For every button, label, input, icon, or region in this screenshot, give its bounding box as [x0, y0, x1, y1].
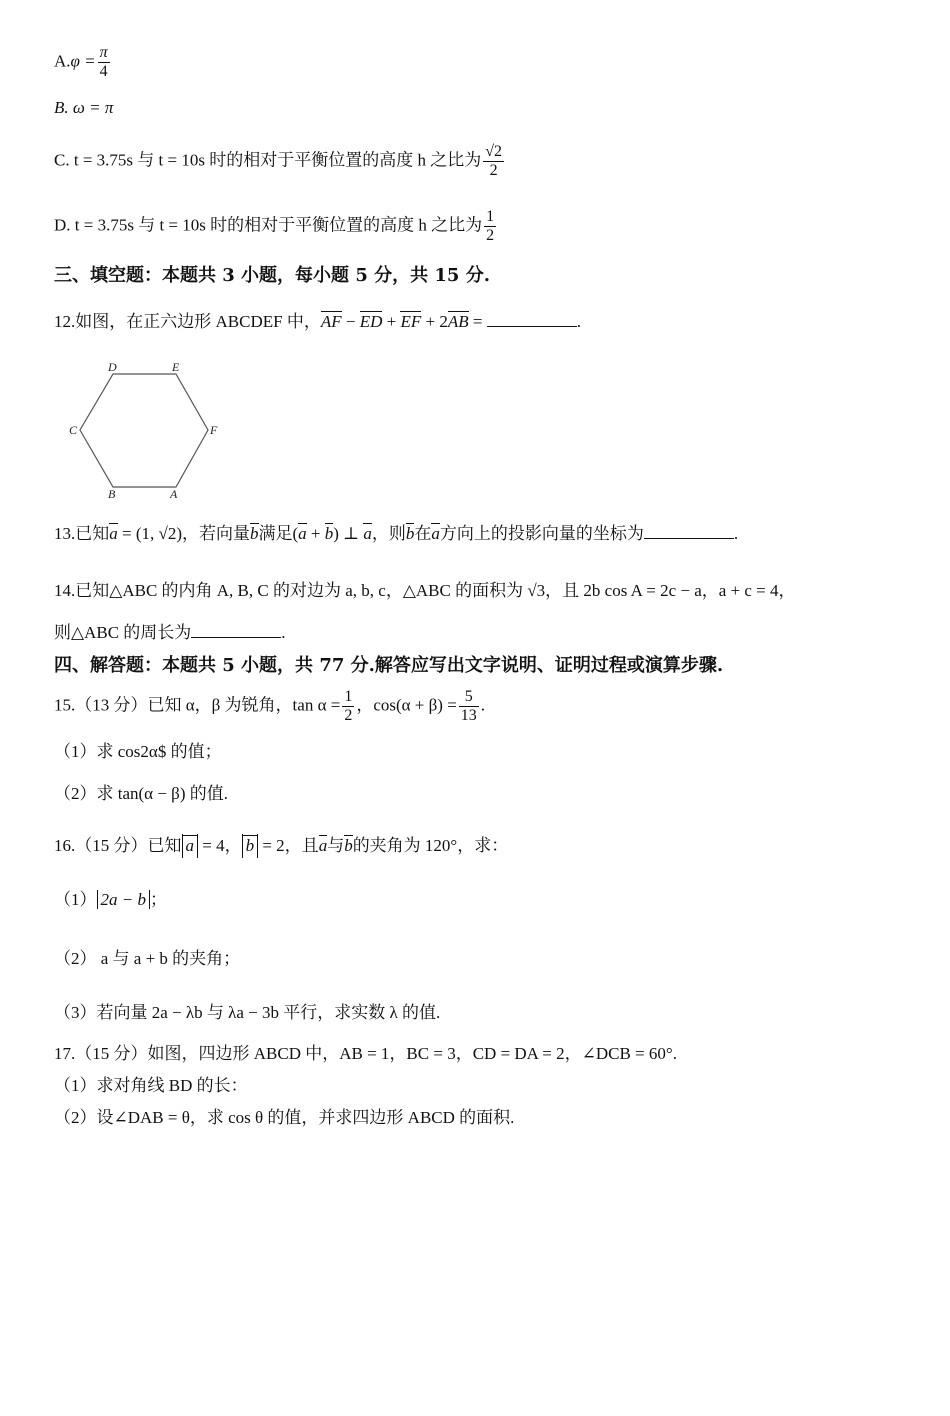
- vector-ef: EF: [400, 310, 421, 334]
- cos-fraction: $\frac{5}{13}$: [460, 688, 477, 724]
- question-16-part-2: （2） a 与 a + b 的夹角；: [54, 949, 241, 968]
- question-16: 16.（15 分）已知 a = 4， b = 2，且a与b的夹角为 120°，求：: [54, 834, 508, 858]
- option-c-fraction: $\frac{√2}{2}$: [485, 143, 502, 179]
- question-13: 13.已知a = (1, √2)，若向量b满足(a + b) ⊥ a，则b在a方向上的投影向量的坐标为 .: [54, 522, 738, 546]
- answer-blank-14: [191, 621, 281, 638]
- option-d-text: t = 3.75s 与 t = 10s 时的相对于平衡位置的高度 h 之比为: [70, 215, 483, 235]
- question-16-part-3: （3）若向量 2a − λb 与 λa − 3b 平行，求实数 λ 的值.: [54, 1003, 441, 1022]
- answer-blank-12: [487, 310, 577, 327]
- option-c-text: t = 3.75s 与 t = 10s 时的相对于平衡位置的高度 h 之比为: [69, 150, 482, 170]
- label-a: A: [170, 487, 178, 501]
- question-15-part-2: （2）求 tan(α − β) 的值.: [54, 784, 228, 803]
- vector-ab: AB: [448, 310, 469, 334]
- option-d: D. t = 3.75s 与 t = 10s 时的相对于平衡位置的高度 h 之比为 $\frac{1}{2}$: [54, 208, 495, 244]
- question-17: 17.（15 分）如图，四边形 ABCD 中，AB = 1，BC = 3，CD = DA = 2，∠DCB = 60°.: [54, 1044, 677, 1063]
- question-14-line-2: 则△ABC 的周长为 .: [54, 623, 286, 642]
- label-f: F: [210, 423, 218, 437]
- tan-fraction: $\frac{1}{2}$: [344, 688, 353, 724]
- label-d: D: [108, 360, 117, 374]
- question-14-line-1: 14.已知△ABC 的内角 A, B, C 的对边为 a, b, c，△ABC 的面积为 √3，且 2b cos A = 2c − a，a + c = 4，: [54, 581, 796, 600]
- hexagon-figure: [60, 358, 230, 503]
- question-17-part-1: （1）求对角线 BD 的长：: [54, 1076, 248, 1095]
- option-d-fraction: $\frac{1}{2}$: [486, 208, 495, 244]
- option-a-fraction: $\frac{\pi}{4}$: [99, 44, 108, 80]
- label-b: B: [108, 487, 116, 501]
- label-c: C: [69, 423, 78, 437]
- question-17-part-2: （2）设∠DAB = θ，求 cos θ 的值，并求四边形 ABCD 的面积.: [54, 1108, 515, 1127]
- question-16-part-1: （1） 2a − b ；: [54, 890, 167, 909]
- option-c: C. t = 3.75s 与 t = 10s 时的相对于平衡位置的高度 h 之比为 $\frac{√2}{2}$: [54, 143, 502, 179]
- abs-a: a: [182, 834, 199, 858]
- question-12: 12.如图，在正六边形 ABCDEF 中，AF − ED + EF + 2AB = .: [54, 310, 581, 334]
- question-15-part-1: （1）求 cos2α$ 的值；: [54, 742, 222, 761]
- abs-b: b: [242, 834, 259, 858]
- abs-2a-minus-b: 2a − b: [97, 890, 150, 909]
- option-b: B. ω = π: [54, 98, 114, 117]
- option-a-label: A.: [54, 51, 71, 71]
- label-e: E: [172, 360, 180, 374]
- option-a-lhs: φ =: [70, 51, 96, 71]
- hexagon-outline: [80, 374, 208, 487]
- section-3-heading: 三、填空题：本题共 3 小题，每小题 5 分，共 15 分.: [54, 265, 490, 286]
- vector-ed: ED: [360, 310, 383, 334]
- option-a: [54, 44, 112, 81]
- vector-af: AF: [321, 310, 342, 334]
- answer-blank-13: [644, 522, 734, 539]
- question-15: 15.（13 分）已知 α，β 为锐角，tan α = $\frac{1}{2}$ ，cos(α + β) = $\frac{5}{13}$ .: [54, 688, 486, 724]
- section-4-heading: 四、解答题：本题共 5 小题，共 77 分.解答应写出文字说明、证明过程或演算步骤.: [54, 655, 724, 676]
